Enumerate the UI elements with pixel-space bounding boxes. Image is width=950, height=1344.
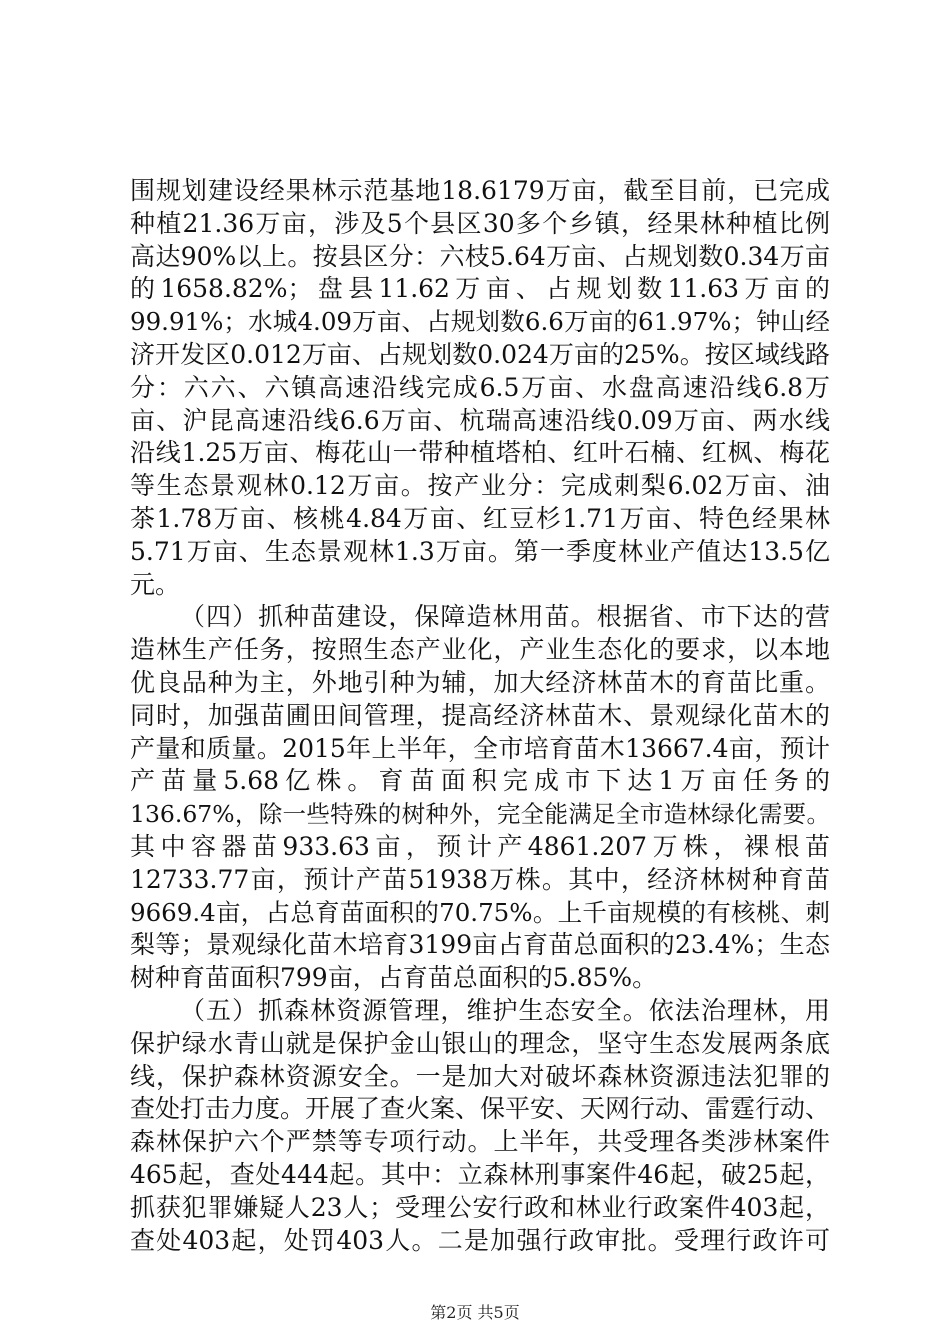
text-line: 茶1.78万亩、核桃4.84万亩、红豆杉1.71万亩、特色经果林 — [130, 503, 830, 533]
text-line: 种植21.36万亩，涉及5个县区30多个乡镇，经果林种植比例 — [130, 208, 830, 238]
text-line: 围规划建设经果林示范基地18.6179万亩，截至目前，已完成 — [130, 176, 830, 205]
text-line: 分：六六、六镇高速沿线完成6.5万亩、水盘高速沿线6.8万 — [130, 372, 830, 402]
text-line: 高达90%以上。按县区分：六枝5.64万亩、占规划数0.34万亩 — [130, 241, 830, 271]
text-line: 产苗量5.68亿株。育苗面积完成市下达1万亩任务的 — [130, 766, 830, 796]
text-line: 梨等；景观绿化苗木培育3199亩占育苗总面积的23.4%；生态 — [130, 930, 830, 960]
text-line: 5.71万亩、生态景观林1.3万亩。第一季度林业产值达13.5亿 — [130, 536, 830, 566]
document-body — [130, 175, 830, 1257]
text-line: 沿线1.25万亩、梅花山一带种植塔柏、红叶石楠、红枫、梅花 — [130, 438, 830, 468]
text-line: 的1658.82%；盘县11.62万亩、占规划数11.63万亩的 — [130, 274, 830, 304]
text-line: 森林保护六个严禁等专项行动。上半年，共受理各类涉林案件 — [130, 1127, 830, 1157]
section-heading-line: （五）抓森林资源管理，维护生态安全。依法治理林，用 — [180, 995, 830, 1025]
page-number-footer: 第2页 共5页 — [430, 1303, 520, 1322]
text-line: 同时，加强苗圃田间管理，提高经济林苗木、景观绿化苗木的 — [130, 700, 830, 730]
text-line: 抓获犯罪嫌疑人23人；受理公安行政和林业行政案件403起， — [130, 1192, 830, 1222]
text-line: 产量和质量。2015年上半年，全市培育苗木13667.4亩，预计 — [130, 733, 830, 763]
text-line: 济开发区0.012万亩、占规划数0.024万亩的25%。按区域线路 — [130, 339, 830, 369]
text-line: 12733.77亩，预计产苗51938万株。其中，经济林树种育苗 — [130, 864, 830, 894]
text-line: 树种育苗面积799亩，占育苗总面积的5.85%。 — [130, 963, 658, 993]
text-line: 9669.4亩，占总育苗面积的70.75%。上千亩规模的有核桃、刺 — [130, 897, 830, 927]
text-line: 查处403起，处罚403人。二是加强行政审批。受理行政许可 — [130, 1225, 830, 1255]
text-line: 亩、沪昆高速沿线6.6万亩、杭瑞高速沿线0.09万亩、两水线 — [130, 405, 830, 435]
text-line: 136.67%，除一些特殊的树种外，完全能满足全市造林绿化需要。 — [130, 800, 830, 829]
text-line: 99.91%；水城4.09万亩、占规划数6.6万亩的61.97%；钟山经 — [130, 307, 830, 337]
text-line: 其中容器苗933.63亩，预计产4861.207万株，裸根苗 — [130, 831, 830, 861]
text-line: 造林生产任务，按照生态产业化，产业生态化的要求，以本地 — [130, 635, 830, 665]
section-heading-line: （四）抓种苗建设，保障造林用苗。根据省、市下达的营 — [180, 602, 830, 632]
text-line: 线，保护森林资源安全。一是加大对破坏森林资源违法犯罪的 — [130, 1061, 830, 1091]
text-line: 465起，查处444起。其中：立森林刑事案件46起，破25起， — [130, 1159, 830, 1189]
text-line: 元。 — [130, 569, 181, 599]
text-line: 保护绿水青山就是保护金山银山的理念，坚守生态发展两条底 — [130, 1028, 830, 1058]
text-line: 等生态景观林0.12万亩。按产业分：完成刺梨6.02万亩、油 — [130, 471, 830, 501]
text-line: 优良品种为主，外地引种为辅，加大经济林苗木的育苗比重。 — [130, 667, 830, 697]
text-line: 查处打击力度。开展了查火案、保平安、天网行动、雷霆行动、 — [130, 1094, 831, 1124]
